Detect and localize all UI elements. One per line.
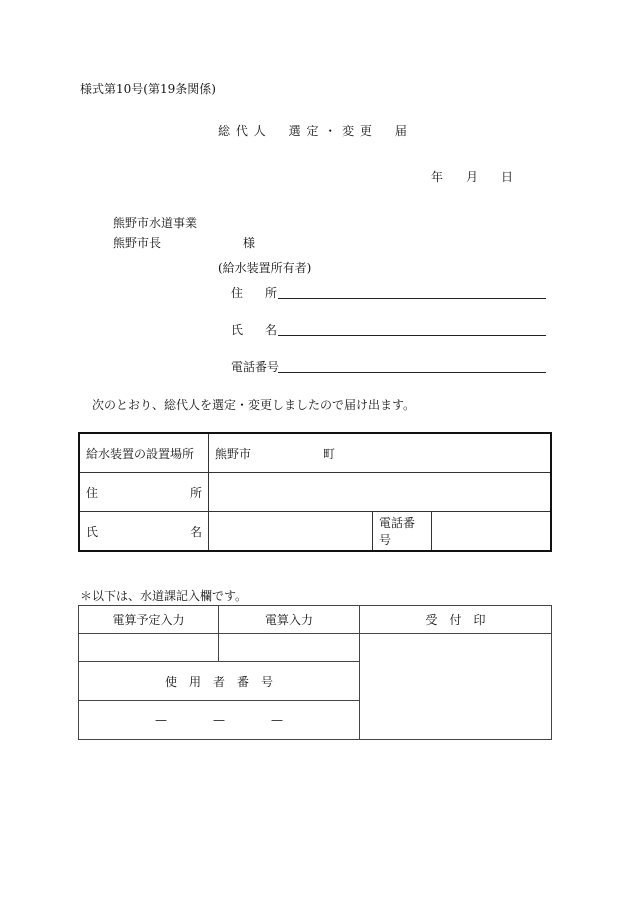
date-day: 日 <box>501 170 514 184</box>
location-value-cell[interactable] <box>209 433 552 473</box>
stamp-area <box>360 634 552 740</box>
title-part-1: 総 代 人 <box>218 124 267 138</box>
address-label-cell <box>79 473 209 512</box>
address-label-1: 住 <box>86 485 99 500</box>
date-line <box>0 170 630 184</box>
planned-input-value[interactable] <box>79 634 219 662</box>
table-row <box>79 473 551 512</box>
col-input: 電算入力 <box>219 606 360 634</box>
phone-label-cell: 電話番号 <box>373 512 432 552</box>
dash-2: — <box>213 713 225 727</box>
addressee-honorific: 様 <box>243 236 256 250</box>
dash-3: — <box>271 713 283 727</box>
address-value-cell[interactable] <box>209 473 552 512</box>
title-part-3: 届 <box>394 124 408 138</box>
form-number: 様式第10号(第19条関係) <box>80 82 216 96</box>
owner-address-label-2: 所 <box>265 286 278 300</box>
office-note: ＊以下は、水道課記入欄です。 <box>80 589 248 603</box>
table-row <box>79 512 551 552</box>
lead-text: 次のとおり、総代人を選定・変更しましたので届け出ます。 <box>92 398 416 412</box>
user-number-value[interactable] <box>79 701 360 740</box>
owner-name-line[interactable] <box>278 335 546 336</box>
table-row <box>79 606 552 634</box>
office-table <box>78 605 552 740</box>
input-value[interactable] <box>219 634 360 662</box>
name-label-1: 氏 <box>86 524 99 539</box>
owner-address-line[interactable] <box>278 298 546 299</box>
table-row <box>79 433 551 473</box>
date-month: 月 <box>466 170 479 184</box>
location-label: 給水装置の設置場所 <box>79 433 209 473</box>
form-title <box>218 124 408 138</box>
address-label-2: 所 <box>189 485 202 500</box>
owner-address-label-1: 住 <box>231 286 244 300</box>
title-part-2: 選 定 ・ 変 更 <box>288 124 373 138</box>
main-table <box>78 432 552 552</box>
addressee-mayor: 熊野市長 <box>113 236 162 250</box>
owner-name-label-1: 氏 <box>231 323 244 337</box>
owner-phone-line[interactable] <box>278 372 546 373</box>
table-row <box>79 634 552 662</box>
dash-1: — <box>155 713 167 727</box>
user-number-label: 使 用 者 番 号 <box>79 662 360 701</box>
phone-value-cell[interactable] <box>432 512 552 552</box>
owner-address-label <box>231 286 277 300</box>
name-label-2: 名 <box>189 524 202 539</box>
name-value-cell[interactable] <box>209 512 373 552</box>
owner-heading: (給水装置所有者) <box>218 261 312 275</box>
date-year: 年 <box>431 170 444 184</box>
location-city: 熊野市 <box>215 446 252 461</box>
owner-name-label <box>231 323 277 337</box>
location-town: 町 <box>323 446 336 461</box>
col-stamp: 受 付 印 <box>360 606 552 634</box>
owner-phone-label: 電話番号 <box>231 360 280 374</box>
col-planned-input: 電算予定入力 <box>79 606 219 634</box>
addressee-org: 熊野市水道事業 <box>113 216 198 230</box>
name-label-cell <box>79 512 209 552</box>
owner-name-label-2: 名 <box>265 323 278 337</box>
